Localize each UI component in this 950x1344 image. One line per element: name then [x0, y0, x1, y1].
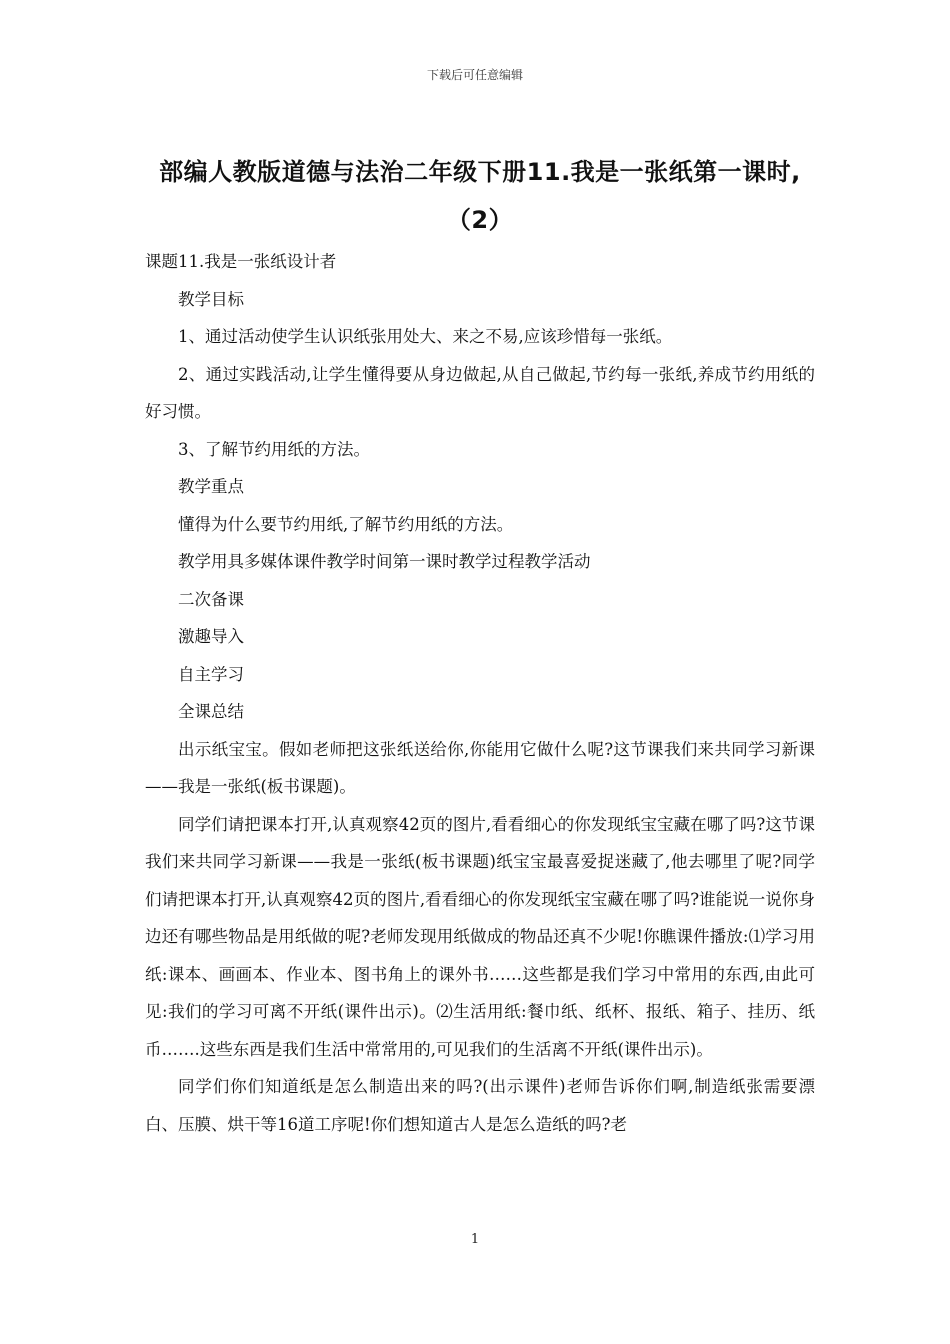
body-paragraph: 出示纸宝宝。假如老师把这张纸送给你,你能用它做什么呢?这节课我们来共同学习新课——我是一张纸(板书课题)。: [145, 739, 815, 796]
teaching-tools-line: 教学用具多媒体课件教学时间第一课时教学过程教学活动: [178, 552, 591, 571]
objective-3: 3、了解节约用纸的方法。: [178, 439, 370, 459]
page-number: 1: [470, 1232, 480, 1247]
objective-2: 2、通过实践活动,让学生懂得要从身边做起,从自己做起,节约每一张纸,养成节约用纸的好习惯。: [145, 364, 815, 421]
body-paragraph: 同学们请把课本打开,认真观察42页的图片,看看细心的你发现纸宝宝藏在哪了吗?这节课我们来共同学习新课——我是一张纸(板书课题)纸宝宝最喜爱捉迷藏了,他去哪里了呢?同学们请把课本打开,认真观察42页的图片,看看细心的你发现纸宝宝藏在哪了吗?谁能说一说你身边还有哪些物品是用纸做的呢?老师发现用纸做成的物品还真不少呢!你瞧课件播放:⑴学习用纸:课本、画画本、作业本、图书角上的课外书……这些都是我们学习中常用的东西,由此可见:我们的学习可离不开纸(课件出示)。⑵生活用纸:餐巾纸、纸杯、报纸、箱子、挂历、纸币…….这些东西是我们生活中常常用的,可见我们的生活离不开纸(课件出示)。: [145, 814, 815, 1059]
objective-1: 1、通过活动使学生认识纸张用处大、来之不易,应该珍惜每一张纸。: [178, 327, 673, 346]
section-heading-objectives: 教学目标: [178, 289, 244, 309]
body-paragraph: 同学们你们知道纸是怎么制造出来的吗?(出示课件)老师告诉你们啊,制造纸张需要漂白、压膜、烘干等16道工序呢!你们想知道古人是怎么造纸的吗?老: [145, 1077, 815, 1134]
header-note: 下载后可任意编辑: [426, 68, 523, 82]
self-study-label: 自主学习: [178, 664, 244, 684]
lesson-topic: 课题11.我是一张纸设计者: [145, 252, 337, 271]
document-body: [145, 243, 815, 1143]
document-title: 部编人教版道德与法治二年级下册11.我是一张纸第一课时,（2）: [159, 158, 801, 234]
section-heading-key-points: 教学重点: [178, 477, 244, 496]
intro-label: 激趣导入: [178, 627, 244, 646]
summary-label: 全课总结: [178, 702, 244, 721]
key-points-text: 懂得为什么要节约用纸,了解节约用纸的方法。: [178, 514, 514, 534]
secondary-prep-label: 二次备课: [178, 589, 244, 609]
